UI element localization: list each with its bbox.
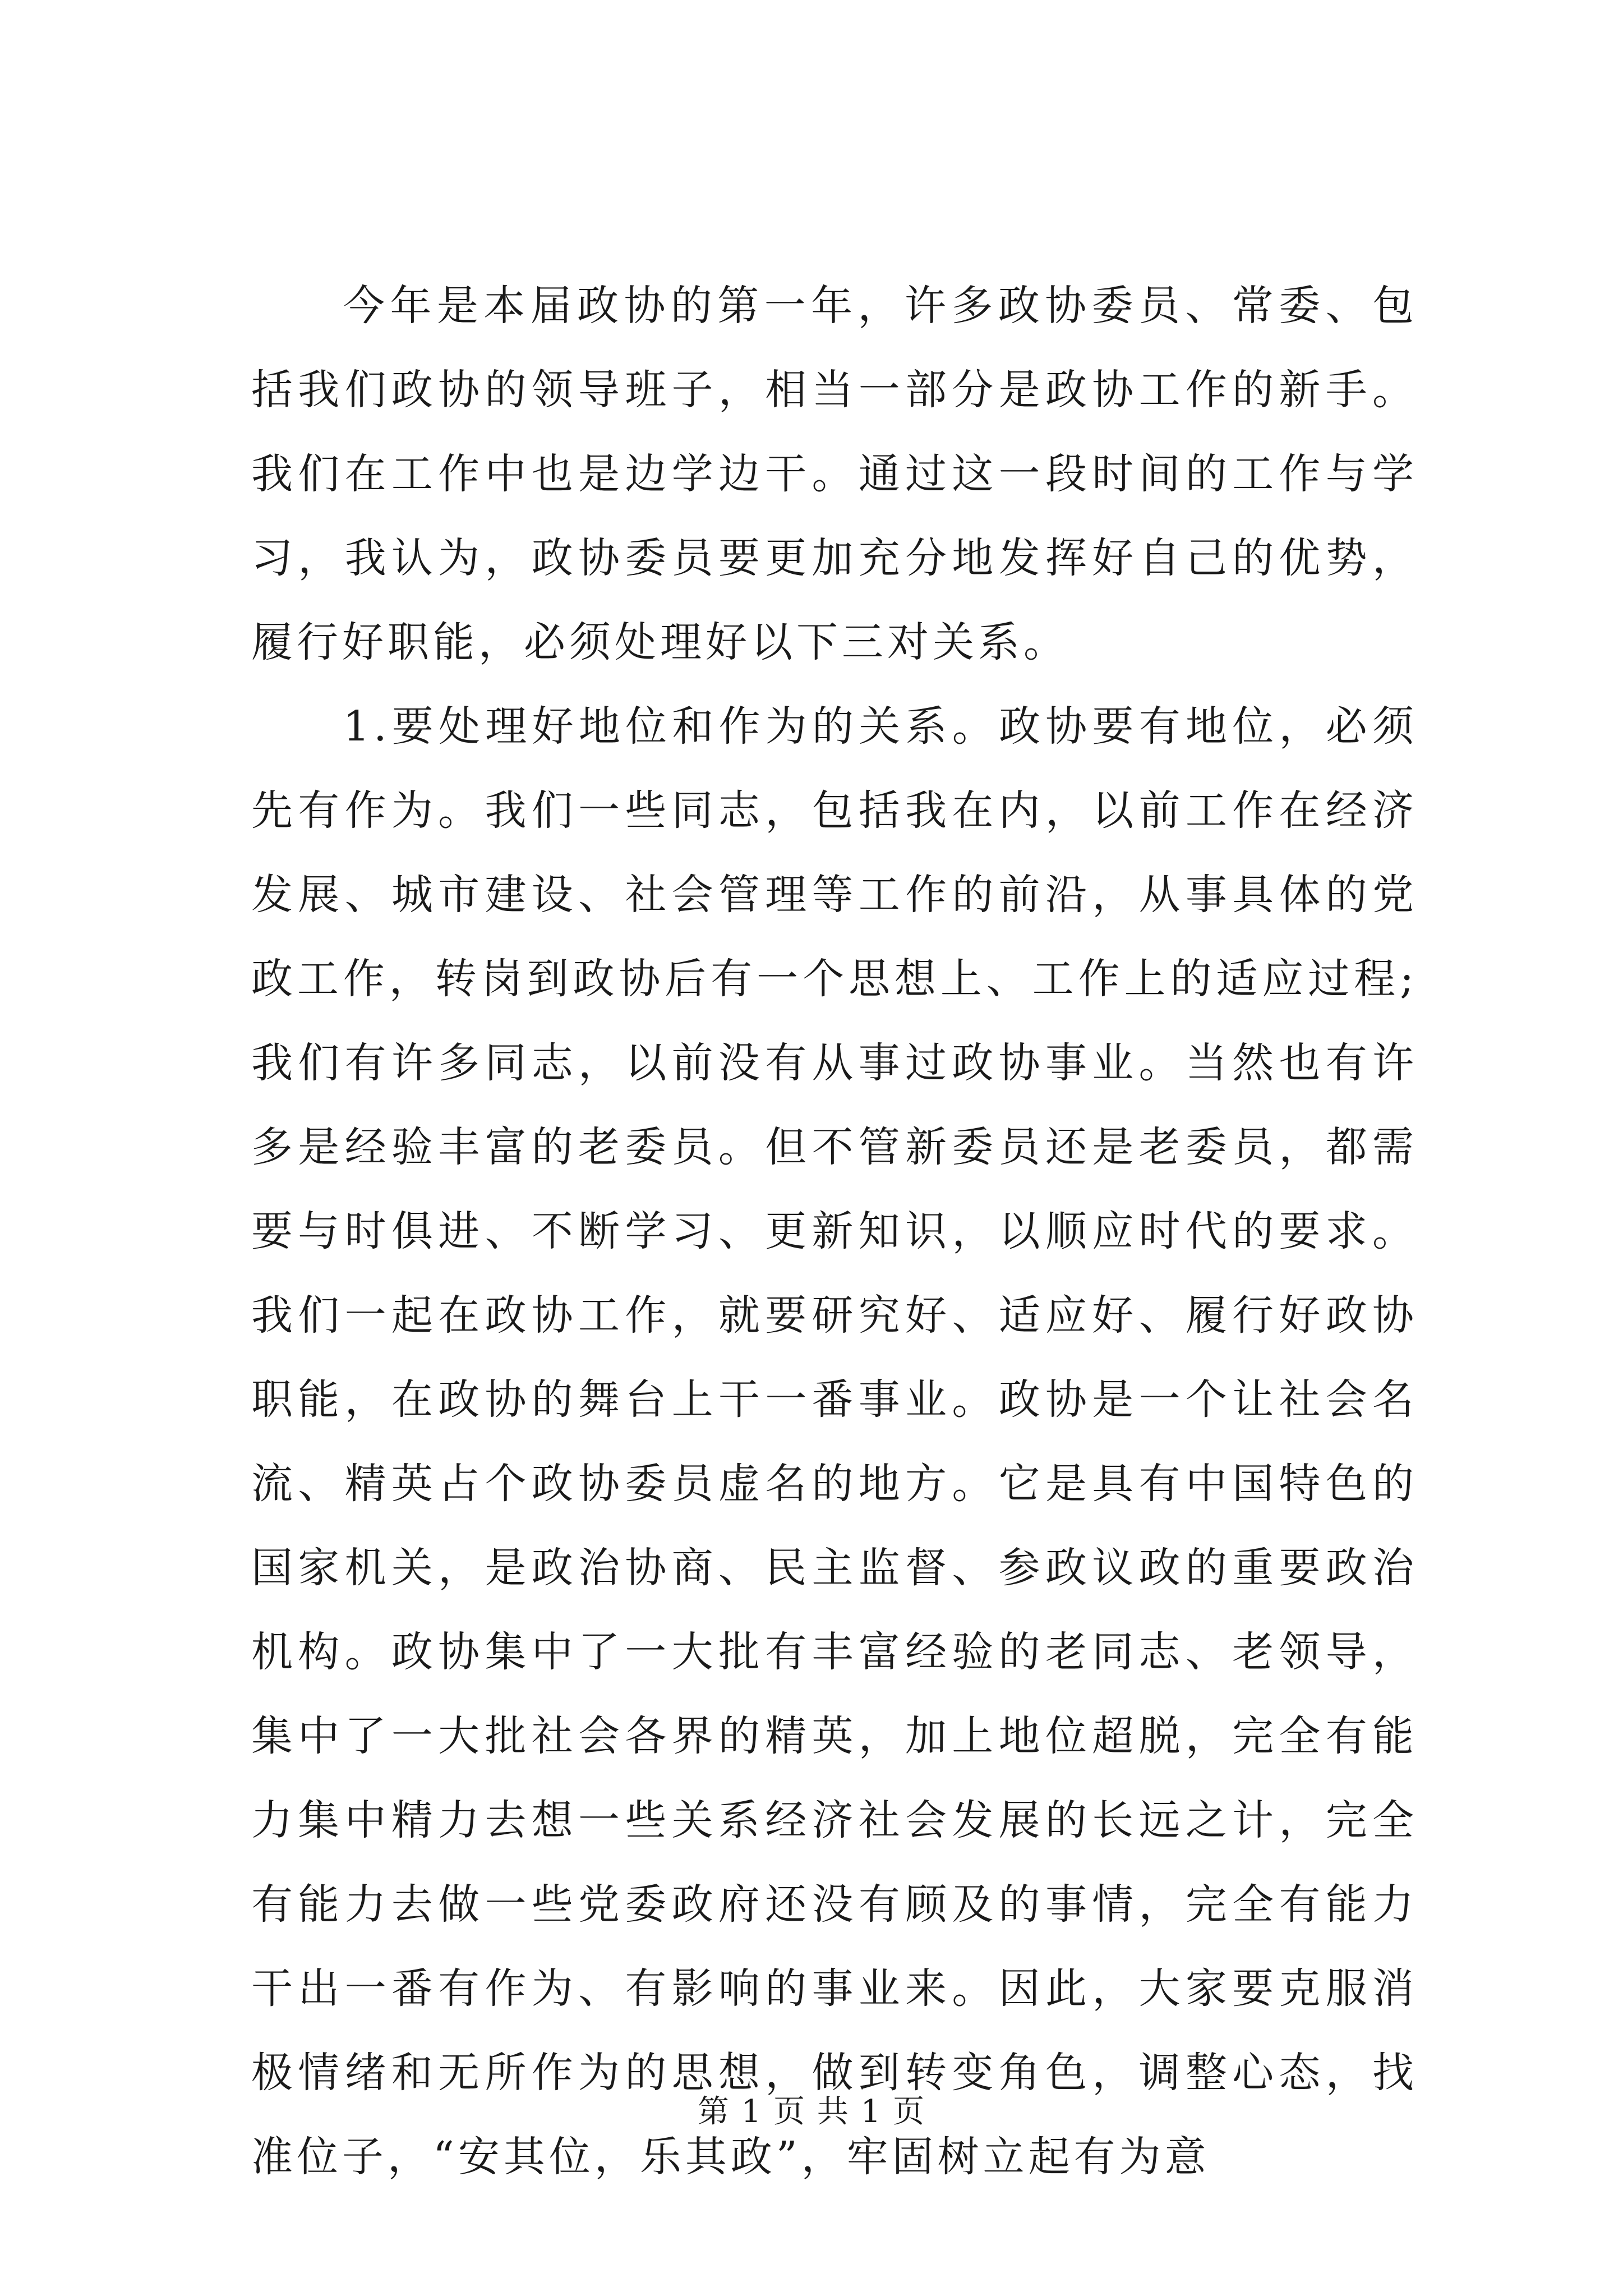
- paragraph-intro: 今年是本届政协的第一年，许多政协委员、常委、包括我们政协的领导班子，相当一部分是政协工作的新手。我们在工作中也是边学边干。通过这一段时间的工作与学习，我认为，政协委员要更加充分地发挥好自己的优势，履行好职能，必须处理好以下三对关系。: [251, 282, 1418, 666]
- paragraph-point-1: 1.要处理好地位和作为的关系。政协要有地位，必须先有作为。我们一些同志，包括我在内，以前工作在经济发展、城市建设、社会管理等工作的前沿，从事具体的党政工作，转岗到政协后有一个思想上、工作上的适应过程;我们有许多同志，以前没有从事过政协事业。当然也有许多是经验丰富的老委员。但不管新委员还是老委员，都需要与时俱进、不断学习、更新知识，以顺应时代的要求。我们一起在政协工作，就要研究好、适应好、履行好政协职能，在政协的舞台上干一番事业。政协是一个让社会名流、精英占个政协委员虚名的地方。它是具有中国特色的国家机关，是政治协商、民主监督、参政议政的重要政治机构。政协集中了一大批有丰富经验的老同志、老领导，集中了一大批社会各界的精英，加上地位超脱，完全有能力集中精力去想一些关系经济社会发展的长远之计，完全有能力去做一些党委政府还没有顾及的事情，完全有能力干出一番有作为、有影响的事业来。因此，大家要克服消极情绪和无所作为的思想，做到转变角色，调整心态，找准位子，“安其位，乐其政”，牢固树立起有为意: [251, 702, 1418, 2181]
- page-footer: 第 1 页 共 1 页: [697, 2093, 926, 2130]
- body-text: [251, 264, 1418, 2199]
